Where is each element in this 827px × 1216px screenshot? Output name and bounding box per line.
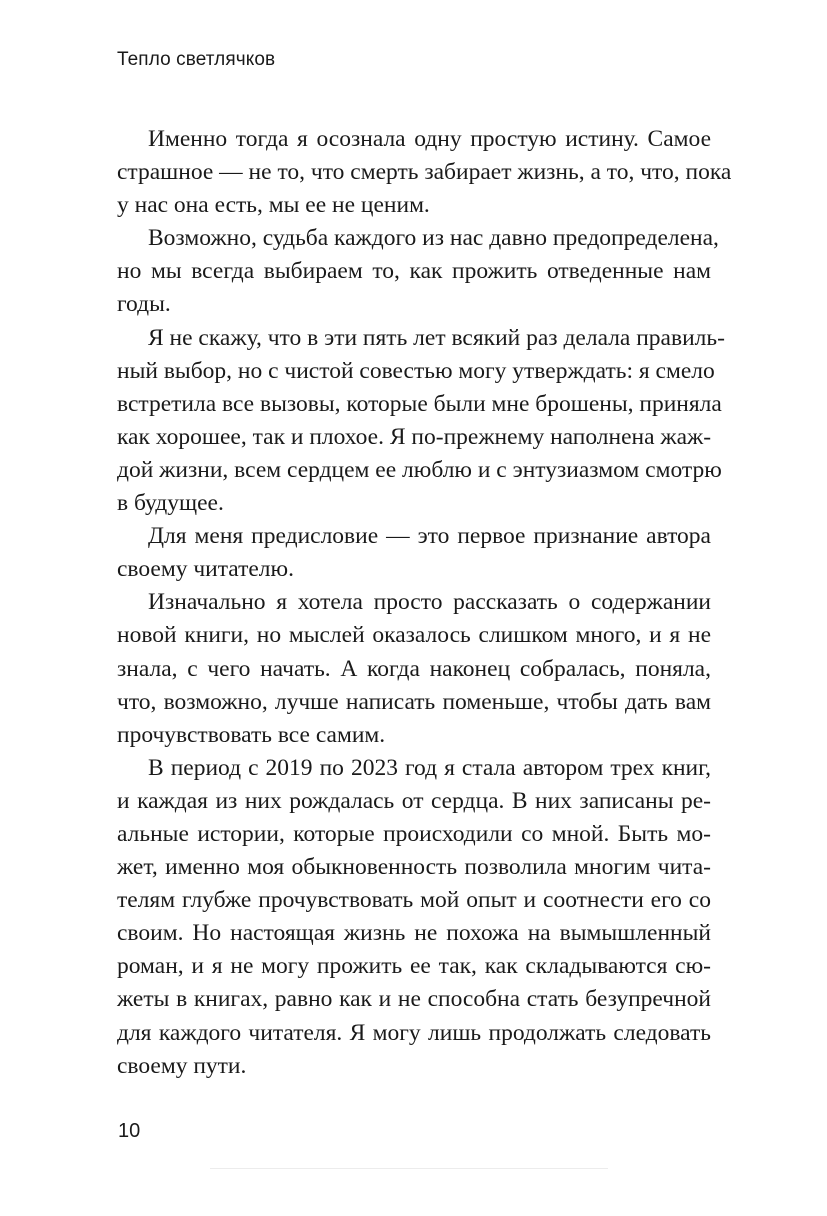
text-line: альные истории, которые происходили со мной. Быть мо- <box>117 820 711 847</box>
text-line: знала, с чего начать. А когда наконец собралась, поняла, <box>117 655 711 682</box>
text-line: жет, именно моя обыкновенность позволила многим чита- <box>117 854 711 881</box>
body-text <box>117 123 732 1083</box>
text-line: для каждого читателя. Я могу лишь продолжать следовать <box>117 1019 711 1046</box>
text-line: что, возможно, лучше написать поменьше, чтобы дать вам <box>117 688 711 715</box>
text-line: своему читателю. <box>117 556 294 583</box>
running-header-title: Тепло светлячков <box>117 49 276 70</box>
text-line: в будущее. <box>117 490 224 517</box>
text-line: дой жизни, всем сердцем ее люблю и с энтузиазмом смотрю <box>117 456 722 483</box>
text-line: Возможно, судьба каждого из нас давно предопределена, <box>148 225 719 252</box>
text-line: годы. <box>117 291 171 318</box>
text-line: прочувствовать все самим. <box>117 721 386 748</box>
text-line: Именно тогда я осознала одну простую истину. Самое <box>148 126 711 152</box>
text-line: жеты в книгах, равно как и не способна стать безупречной <box>117 986 711 1013</box>
text-line: В период с 2019 по 2023 год я стала автором трех книг, <box>148 754 711 781</box>
text-line: Изначально я хотела просто рассказать о содержании <box>148 589 711 616</box>
text-line: роман, и я не могу прожить ее так, как складываются сю- <box>117 953 711 980</box>
text-line: ный выбор, но с чистой совестью могу утверждать: я смело <box>117 357 715 384</box>
text-line: и каждая из них рождалась от сердца. В них записаны ре- <box>117 787 711 814</box>
text-line: страшное — не то, что смерть забирает жизнь, а то, что, пока <box>117 159 732 186</box>
text-line: но мы всегда выбираем то, как прожить отведенные нам <box>117 258 711 285</box>
page-number: 10 <box>118 1120 141 1142</box>
text-line: Я не скажу, что в эти пять лет всякий раз делала правиль- <box>148 324 725 351</box>
text-line: у нас она есть, мы ее не ценим. <box>117 192 430 219</box>
text-line: своим. Но настоящая жизнь не похожа на вымышленный <box>117 920 711 947</box>
text-line: Для меня предисловие — это первое признание автора <box>148 523 711 550</box>
text-line: новой книги, но мыслей оказалось слишком много, и я не <box>117 622 711 649</box>
footer-divider <box>210 1168 608 1169</box>
text-line: своему пути. <box>117 1052 247 1079</box>
text-line: встретила все вызовы, которые были мне брошены, приняла <box>117 390 722 417</box>
text-line: телям глубже прочувствовать мой опыт и соотнести его со <box>117 887 711 914</box>
text-line: как хорошее, так и плохое. Я по-прежнему наполнена жаж- <box>117 423 712 450</box>
